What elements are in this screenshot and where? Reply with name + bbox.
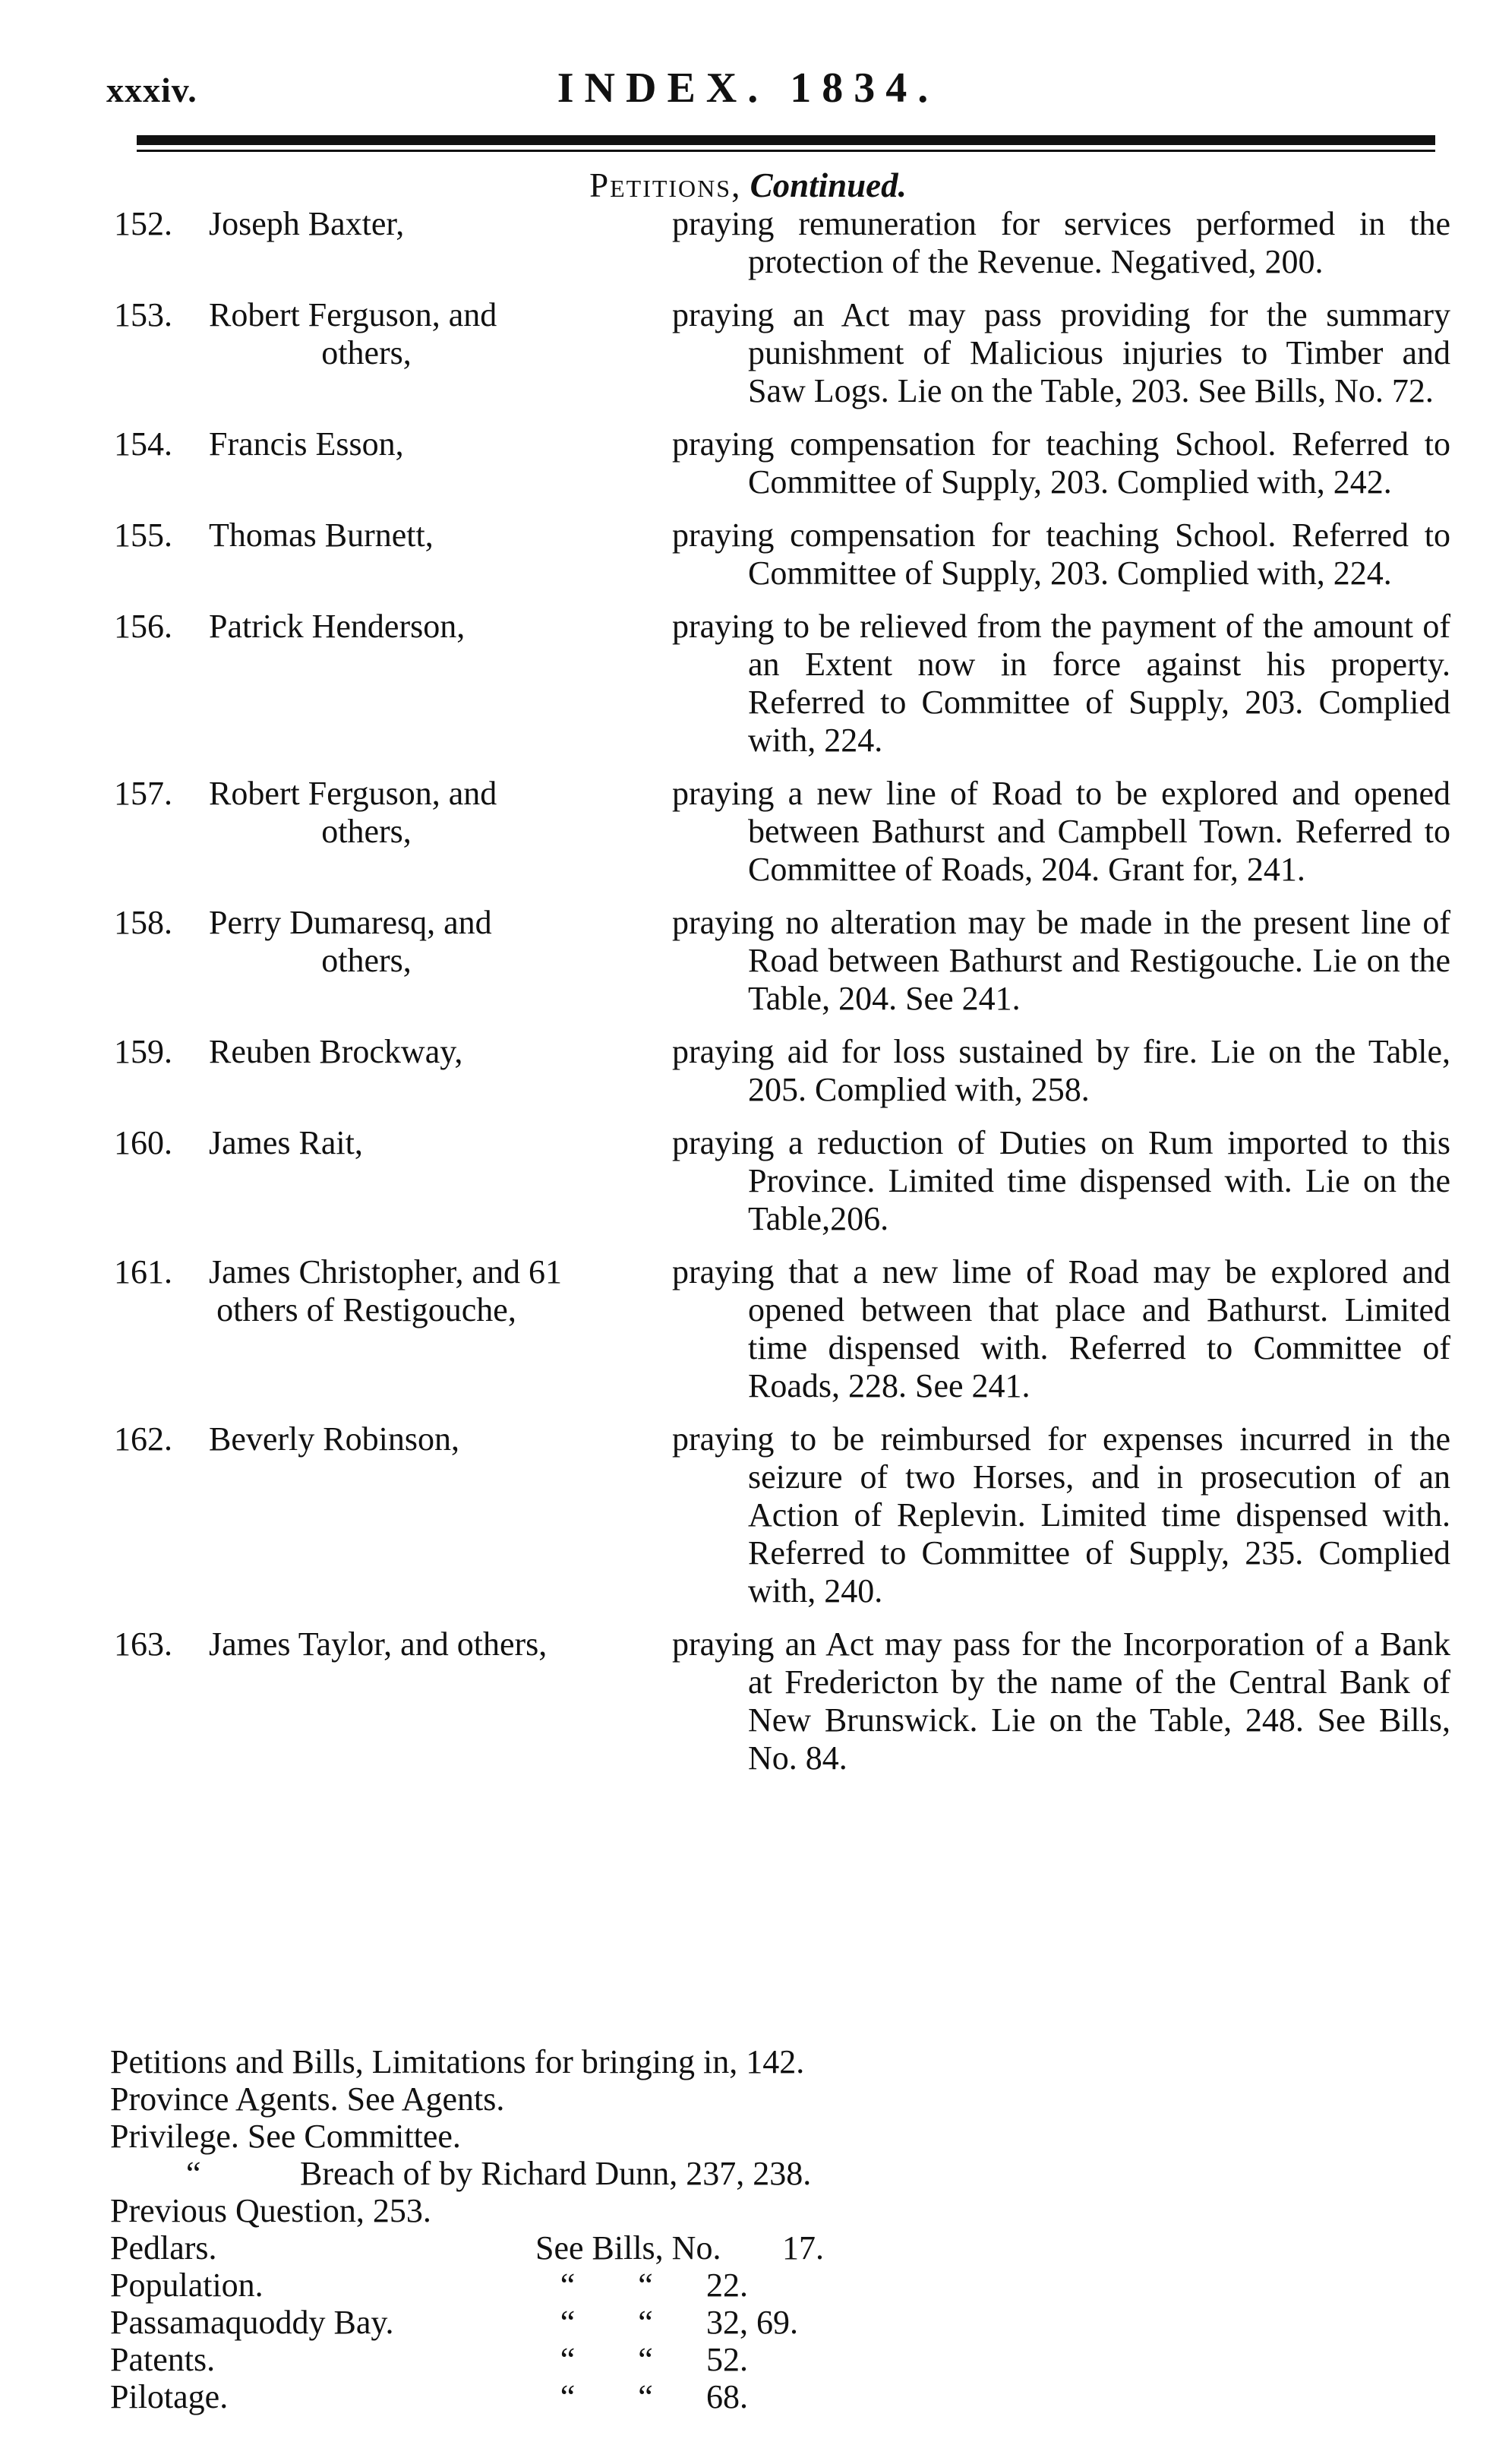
petitioner: [114, 296, 672, 410]
index-entry: Province Agents. See Agents.: [110, 2080, 505, 2118]
bill-subject: Patents.: [110, 2341, 216, 2378]
petition-number: 162.: [114, 1420, 172, 1458]
see-bills-label: See Bills, No.: [535, 2229, 721, 2267]
petitioner: [114, 1033, 672, 1109]
petitioner-name: Joseph Baxter,: [209, 205, 405, 242]
bill-numbers: 22.: [706, 2267, 748, 2304]
petitioner: [114, 1253, 672, 1405]
section-title: Petitions,: [589, 166, 742, 204]
petitioner: [114, 1124, 672, 1238]
petitioner-name: Patrick Henderson,: [209, 608, 466, 645]
petition-text: praying no alteration may be made in the present line of Road between Bathurst and Restigouche. Lie on the Table, 204. See 241.: [672, 904, 1450, 1017]
petitioner: [114, 608, 672, 760]
petition-text: praying that a new lime of Road may be explored and opened between that place and Bathurst. Limited time dispensed with. Referred to Committee of Roads, 228. See 241.: [672, 1253, 1450, 1404]
petitioner-name: Robert Ferguson, and: [209, 296, 497, 333]
bill-numbers: 32, 69.: [706, 2304, 798, 2341]
petition-number: 163.: [114, 1625, 172, 1663]
bill-subject: Population.: [110, 2267, 264, 2304]
bill-reference-row: [110, 2267, 1447, 2304]
petitioner-name: James Taylor, and others,: [209, 1625, 548, 1663]
bill-numbers: 68.: [706, 2378, 748, 2415]
petitioner: [114, 1420, 672, 1610]
petitioner: [114, 516, 672, 592]
petition-text: praying to be reimbursed for expenses incurred in the seizure of two Horses, and in prosecution of an Action of Replevin. Limited time dispensed with. Referred to Committee of Supply, 235. Complied with, 240.: [672, 1420, 1450, 1609]
petition-list: [114, 205, 1450, 1793]
petitioner-name: James Rait,: [209, 1124, 363, 1161]
petition-number: 152.: [114, 205, 172, 242]
petitioner-name-continued: others of Restigouche,: [216, 1291, 516, 1328]
petition-entry: [114, 296, 1450, 410]
petition-entry: [114, 516, 1450, 592]
index-subentry: [110, 2155, 1447, 2192]
header-rule-thin: [137, 150, 1435, 152]
petition-entry: [114, 775, 1450, 889]
petition-entry: [114, 1033, 1450, 1109]
petition-number: 155.: [114, 516, 172, 554]
petition-number: 156.: [114, 608, 172, 645]
petition-entry: [114, 608, 1450, 760]
petitioner-name-continued: others,: [321, 813, 412, 850]
index-entry: Petitions and Bills, Limitations for bringing in, 142.: [110, 2043, 805, 2080]
petition-number: 161.: [114, 1253, 172, 1290]
bill-subject: Pilotage.: [110, 2378, 229, 2415]
petition-number: 153.: [114, 296, 172, 333]
petitioner-name: Reuben Brockway,: [209, 1033, 463, 1070]
page-header: [0, 0, 1496, 144]
header-rule-thick: [137, 135, 1435, 145]
petition-text: praying compensation for teaching School. Referred to Committee of Supply, 203. Complied with, 242.: [672, 425, 1450, 501]
petitioner-name: Beverly Robinson,: [209, 1420, 459, 1458]
petition-entry: [114, 1124, 1450, 1238]
ditto-mark: “: [638, 2341, 653, 2378]
petitioner-name: James Christopher, and 61: [209, 1253, 563, 1290]
petitioner-name-continued: others,: [321, 334, 412, 371]
petition-text: praying an Act may pass for the Incorporation of a Bank at Fredericton by the name of the Central Bank of New Brunswick. Lie on the Table, 248. See Bills, No. 84.: [672, 1625, 1450, 1777]
petitioner-name: Perry Dumaresq, and: [209, 904, 492, 941]
bill-reference-row: [110, 2304, 1447, 2341]
index-entry: Previous Question, 253.: [110, 2192, 431, 2229]
petitioner-name: Francis Esson,: [209, 425, 404, 463]
ditto-mark: “: [560, 2267, 576, 2304]
petition-entry: [114, 205, 1450, 281]
petitioner: [114, 425, 672, 501]
petition-text: praying a new line of Road to be explored and opened between Bathurst and Campbell Town. Referred to Committee of Roads, 204. Grant for, 241.: [672, 775, 1450, 888]
petitioner: [114, 1625, 672, 1777]
petition-number: 154.: [114, 425, 172, 463]
petition-text: praying an Act may pass providing for the summary punishment of Malicious injuries to Timber and Saw Logs. Lie on the Table, 203. See Bills, No. 72.: [672, 296, 1450, 409]
bill-subject: Passamaquoddy Bay.: [110, 2304, 394, 2341]
index-entry: Privilege. See Committee.: [110, 2118, 461, 2155]
bill-reference-row: [110, 2229, 1447, 2267]
petition-entry: [114, 1420, 1450, 1610]
bill-reference-row: [110, 2341, 1447, 2378]
section-continued: Continued.: [750, 166, 907, 204]
petition-text: praying to be relieved from the payment of the amount of an Extent now in force against his property. Referred to Committee of Supply, 203. Complied with, 224.: [672, 608, 1450, 759]
petitioner: [114, 904, 672, 1018]
bill-reference-row: [110, 2378, 1447, 2415]
page-number: xxxiv.: [106, 71, 197, 109]
ditto-mark: “: [186, 2155, 201, 2192]
ditto-mark: “: [560, 2304, 576, 2341]
ditto-mark: “: [560, 2341, 576, 2378]
petitioner: [114, 775, 672, 889]
running-title: INDEX. 1834.: [557, 65, 939, 112]
petitioner-name: Robert Ferguson, and: [209, 775, 497, 812]
bill-numbers: 17.: [782, 2229, 824, 2267]
petition-entry: [114, 1253, 1450, 1405]
petition-number: 159.: [114, 1033, 172, 1070]
bill-subject: Pedlars.: [110, 2229, 217, 2267]
ditto-mark: “: [638, 2378, 653, 2415]
petitioner-name-continued: others,: [321, 942, 412, 979]
bill-numbers: 52.: [706, 2341, 748, 2378]
petition-text: praying aid for loss sustained by fire. Lie on the Table, 205. Complied with, 258.: [672, 1033, 1450, 1108]
ditto-mark: “: [560, 2378, 576, 2415]
petitioner: [114, 205, 672, 281]
petitioner-name: Thomas Burnett,: [209, 516, 434, 554]
section-heading: [0, 166, 1496, 205]
index-subentry-text: Breach of by Richard Dunn, 237, 238.: [300, 2155, 812, 2192]
index-misc-entries: [110, 2043, 1447, 2415]
petition-entry: [114, 425, 1450, 501]
petition-text: praying compensation for teaching School. Referred to Committee of Supply, 203. Complied with, 224.: [672, 516, 1450, 592]
petition-number: 158.: [114, 904, 172, 941]
petition-entry: [114, 1625, 1450, 1777]
ditto-mark: “: [638, 2304, 653, 2341]
ditto-mark: “: [638, 2267, 653, 2304]
petition-number: 160.: [114, 1124, 172, 1161]
petition-number: 157.: [114, 775, 172, 812]
petition-text: praying a reduction of Duties on Rum imported to this Province. Limited time dispensed with. Lie on the Table,206.: [672, 1124, 1450, 1237]
petition-text: praying remuneration for services performed in the protection of the Revenue. Negatived, 200.: [672, 205, 1450, 280]
petition-entry: [114, 904, 1450, 1018]
